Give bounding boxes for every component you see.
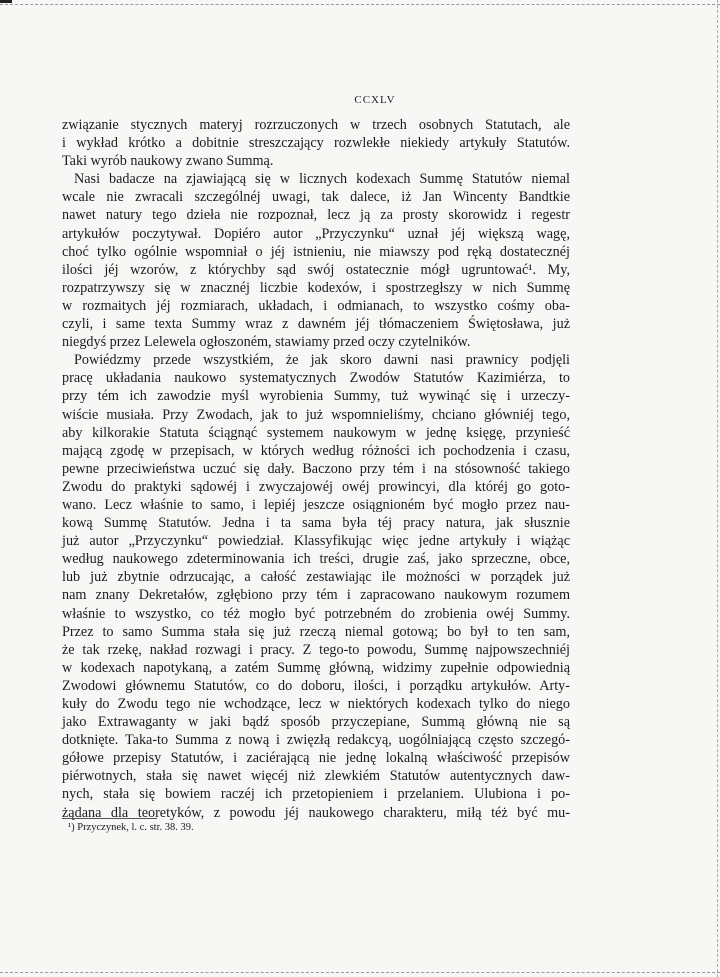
page-number: CCXLV (354, 94, 396, 106)
text-line: lub już zbytnie odrzucając, a całość zestawiając ile możności w porządek już (62, 569, 570, 586)
text-line: wano. Lecz właśnie to samo, i lepiéj jeszcze osiągnioném być mogło przez nau- (62, 496, 570, 513)
scan-edge-top (0, 4, 720, 5)
scan-edge-right (717, 0, 718, 977)
text-line: Powiédzmy przede wszystkiém, że jak skoro dawni nasi prawnicy podjęli (74, 352, 570, 369)
text-line: aby kilkorakie Statuta ściągnąć systemem naukowym w jednę księgę, przynieść (62, 424, 570, 441)
text-line: Zwodu do praktyki sądowéj i zwyczajowéj owéj prowincyi, dla któréj go goto- (62, 478, 570, 495)
text-line: Przez to samo Summa stała się już rzeczą niemal gotową; bo był to ten sam, (62, 623, 570, 640)
text-line: nych, stała się bowiem raczéj ich przetopieniem i przelaniem. Ulubiona i po- (62, 786, 570, 803)
text-line: piérwotnych, stała się nawet więcéj niż zlewkiém Statutów autentycznych daw- (62, 768, 570, 785)
text-line: gółowe przepisy Statutów, i zaciérającą nie jednę lokalną właściwość przepisów (62, 750, 570, 767)
text-line: kuły do Zwodu tego nie wchodzące, lecz w niektórych kodexach tylko do niego (62, 696, 570, 712)
text-line: żądana dla teoretyków, z powodu jéj naukowego charakteru, miłą téż być mu- (62, 804, 570, 821)
text-line: związanie stycznych materyj rozrzuczonych w trzech osobnych Statutach, ale (62, 117, 570, 133)
text-line: ilości jéj wzorów, z którychby sąd swój ostatecznie mógł ugruntować¹. My, (62, 261, 570, 278)
scan-corner-mark (0, 0, 12, 3)
text-line: pracę układania naukowo systematycznych Zwodów Statutów Kazimiérza, to (62, 370, 570, 387)
text-line: że tak rzekę, nakład rozwagi i pracy. Z tego-to powodu, Summę najpowszechniéj (62, 641, 570, 658)
text-line: wiście musiała. Przy Zwodach, jak to już wspomnieliśmy, chciano główniéj tego, (62, 406, 570, 423)
text-line: Nasi badacze na zjawiającą się w licznych kodexach Summę Statutów niemal (74, 171, 570, 188)
text-line: nam znany Dekretałów, zgłębiono przy tém i zapracowano naukowym rozumem (62, 587, 570, 604)
body-text (62, 116, 570, 822)
text-line: mającą zgodę w przepisach, w których według różności ich pochodzenia i czasu, (62, 442, 570, 459)
text-line: przy tém ich zawodzie myśl wyrobienia Summy, tuż wywinąć się i urzeczy- (62, 388, 570, 405)
text-line: jako Extrawaganty w jaki bądź sposób przyczepiane, Summą główną nie są (62, 714, 570, 731)
footnote: ¹) Przyczynek, l. c. str. 38. 39. (68, 822, 194, 833)
text-line: czyli, i same texta Summy wraz z dawném jéj tłómaczeniem Świętosława, już (62, 316, 570, 333)
text-line: w rozmaitych jéj rozmiarach, układach, i odmianach, to wszystko cośmy oba- (62, 297, 570, 314)
text-line: i wykład krótko a dobitnie streszczający rozwlekłe niekiedy artykuły Statutów. (62, 135, 570, 152)
footnote-rule (62, 818, 157, 819)
text-line: właśnie to wszystko, co téż mogło być potrzebném do zrobienia owéj Summy. (62, 605, 570, 622)
scan-edge-bottom (0, 972, 720, 973)
text-line: pewne przeciwieństwa uczuć się dały. Baczono przy tém i na stósowność takiego (62, 460, 570, 477)
text-line: Taki wyrób naukowy zwano Summą. (62, 153, 274, 170)
text-line: Zwodowi głównemu Statutów, co do doboru, ilości, i porządku artykułów. Arty- (62, 677, 570, 694)
text-line: wcale nie zwracali szczególnéj uwagi, tak dalece, iż Jan Wincenty Bandtkie (62, 189, 570, 206)
text-line: dotknięte. Taka-to Summa z nową i zwięzłą redakcyą, uogólniającą często szczegó- (62, 732, 570, 749)
text-line: artykułów poczytywał. Dopiéro autor „Przyczynku“ uznał jéj większą wagę, (62, 225, 570, 242)
text-line: według naukowego zdeterminowania ich treści, drugie zaś, jako sprzeczne, obce, (62, 551, 570, 568)
text-line: niegdyś przez Lelewela ogłoszoném, stawiamy przed oczy czytelników. (62, 334, 471, 351)
text-line: w kodexach napotykaną, a zatém Summę główną, widzimy zupełnie odpowiednią (62, 659, 570, 676)
text-line: choć tylko ogólnie wspomniał o jéj istnieniu, nie miawszy pod ręką dostatecznéj (62, 243, 570, 260)
text-line: kową Summę Statutów. Jedna i ta sama była téj pracy natura, jak słusznie (62, 515, 570, 532)
text-line: już autor „Przyczynku“ powiedział. Klassyfikując więc jedne artykuły i wiążąc (62, 533, 570, 550)
text-line: rozpatrzywszy się w znacznéj liczbie kodexów, i spostrzegłszy w nich Summę (62, 279, 570, 296)
text-line: nawet natury tego dzieła nie rozpoznał, lecz ją za prosty skorowidz i regestr (62, 207, 570, 224)
